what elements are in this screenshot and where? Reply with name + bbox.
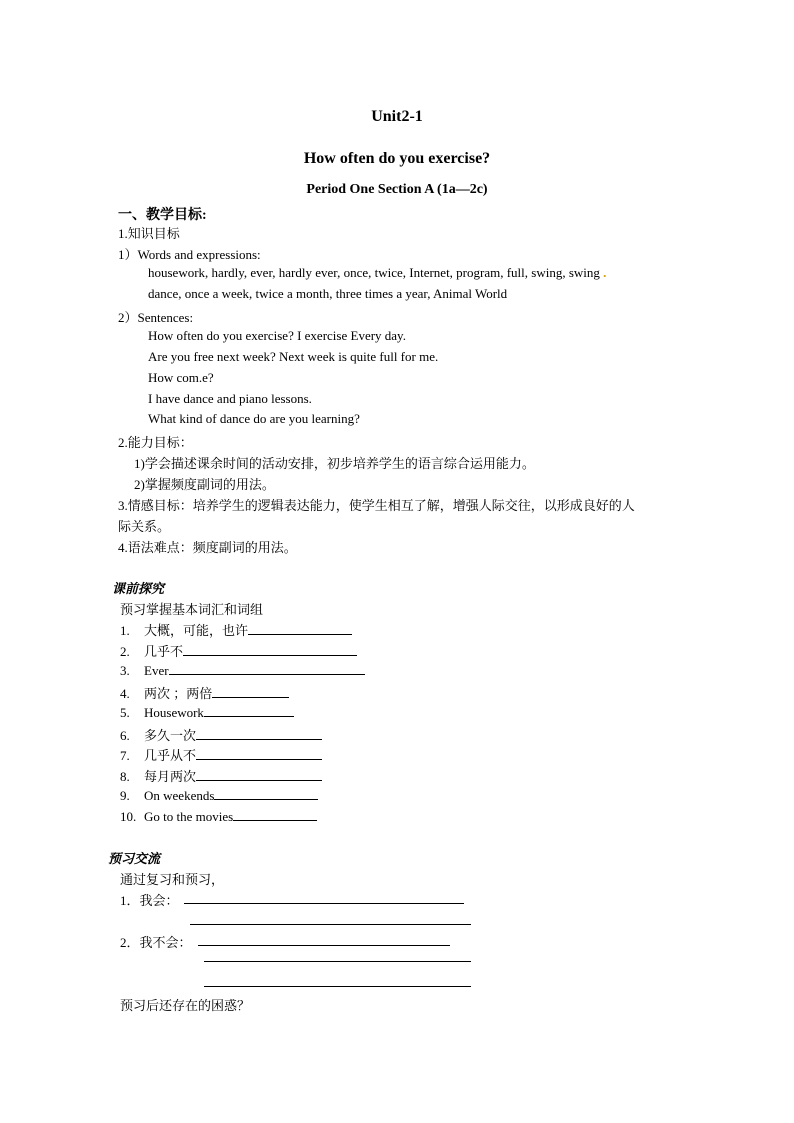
grammar-difficulty: 4.语法难点：频度副词的用法。 — [118, 540, 297, 555]
sentence-item: How com.e? — [148, 370, 214, 385]
answer-blank[interactable] — [169, 662, 365, 675]
remaining-question: 预习后还存在的困惑？ — [120, 998, 251, 1013]
words-heading: 1）Words and expressions: — [118, 247, 261, 262]
vocab-item: 9. On weekends — [120, 787, 318, 804]
cannot-prompt: 2．我不会： — [120, 935, 192, 950]
answer-blank[interactable] — [204, 704, 294, 717]
answer-blank[interactable] — [196, 747, 322, 760]
sentence-item: I have dance and piano lessons. — [148, 391, 312, 406]
answer-blank[interactable] — [196, 768, 322, 781]
vocab-item: 10. Go to the movies — [120, 808, 317, 825]
ability-heading: 2.能力目标： — [118, 435, 193, 450]
exchange-heading: 预习交流 — [108, 851, 161, 866]
answer-blank[interactable] — [214, 787, 318, 800]
cannot-answer-line[interactable] — [198, 945, 450, 946]
ability-goal-2: 2)掌握频度副词的用法。 — [134, 477, 275, 492]
sentences-heading: 2）Sentences: — [118, 310, 194, 325]
vocab-item: 3. Ever — [120, 662, 365, 679]
vocab-item: 8. 每月两次 — [120, 766, 322, 785]
sentence-item: What kind of dance do are you learning? — [148, 411, 360, 426]
unit-title: Unit2-1 — [371, 108, 423, 125]
vocab-item: 7. 几乎从不 — [120, 745, 322, 764]
can-answer-line[interactable] — [190, 924, 471, 925]
answer-blank[interactable] — [248, 622, 352, 635]
can-answer-line[interactable] — [184, 903, 464, 904]
words-line-1: housework, hardly, ever, hardly ever, once, twice, Internet, program, full, swing, swing . — [148, 265, 607, 280]
emotion-goal-line-2: 际关系。 — [118, 519, 171, 534]
sentence-item: Are you free next week? Next week is quite full for me. — [148, 349, 439, 364]
lesson-title: How often do you exercise? — [303, 150, 491, 167]
vocab-item: 6. 多久一次 — [120, 725, 322, 744]
vocab-item: 4. 两次 ；两倍 — [120, 683, 289, 702]
cannot-answer-line[interactable] — [204, 961, 471, 962]
exchange-intro: 通过复习和预习， — [120, 872, 225, 887]
emotion-goal-line-1: 3.情感目标：培养学生的逻辑表达能力，使学生相互了解，增强人际交往，以形成良好的人 — [118, 498, 635, 513]
preview-intro: 预习掌握基本词汇和词组 — [120, 602, 264, 617]
words-line-2: dance, once a week, twice a month, three times a year, Animal World — [148, 286, 508, 301]
answer-blank[interactable] — [183, 643, 357, 656]
answer-blank[interactable] — [196, 727, 322, 740]
answer-blank[interactable] — [233, 808, 317, 821]
vocab-item: 2. 几乎不 — [120, 641, 357, 660]
knowledge-goal: 1.知识目标 — [118, 226, 180, 241]
sentence-item: How often do you exercise? I exercise Every day. — [148, 328, 406, 343]
ability-goal-1: 1)学会描述课余时间的活动安排，初步培养学生的语言综合运用能力。 — [134, 456, 535, 471]
goals-heading: 一、教学目标: — [118, 208, 207, 223]
period-subtitle: Period One Section A (1a—2c) — [306, 182, 488, 197]
vocab-item: 5. Housework — [120, 704, 294, 721]
can-prompt: 1．我会： — [120, 893, 179, 908]
preview-heading: 课前探究 — [112, 581, 165, 596]
cannot-answer-line[interactable] — [204, 986, 471, 987]
vocab-item: 1. 大概，可能，也许 — [120, 620, 352, 639]
answer-blank[interactable] — [212, 685, 289, 698]
